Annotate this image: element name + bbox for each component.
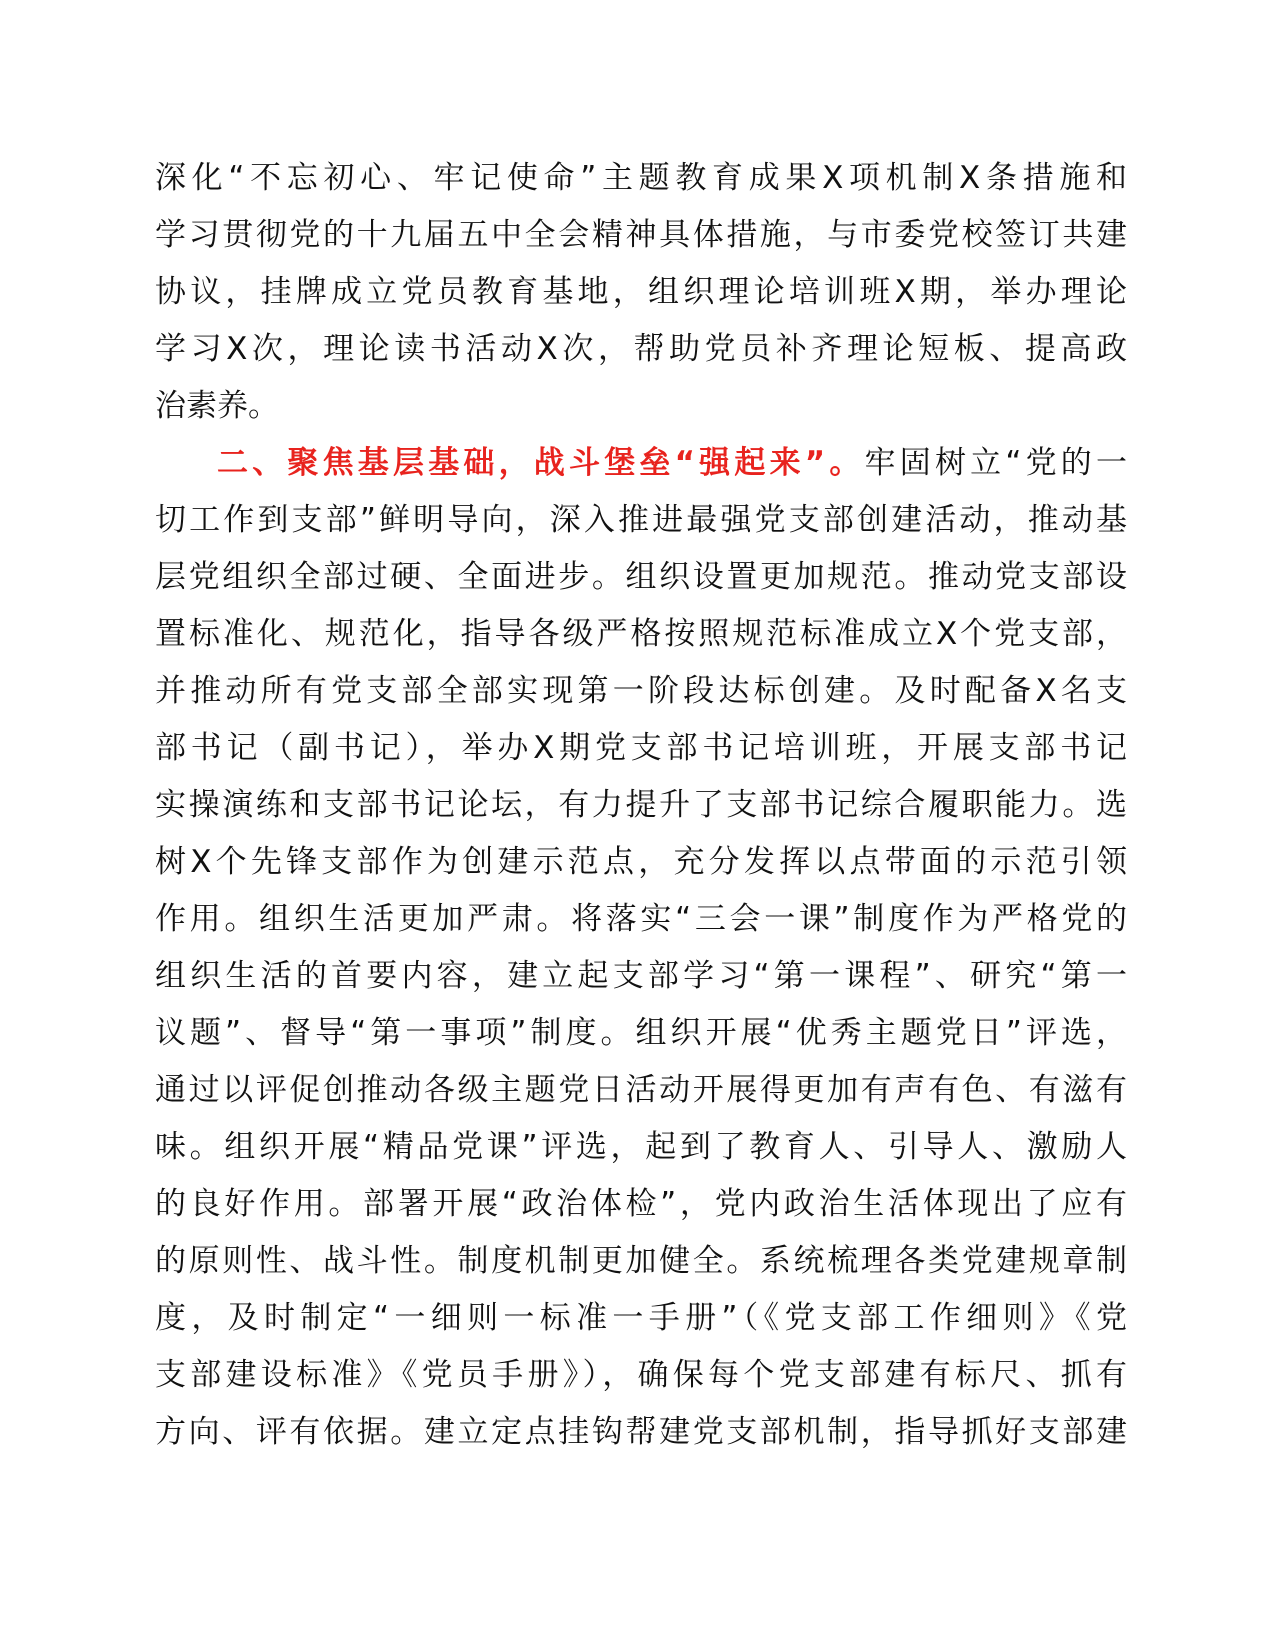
text-line: 切工作到支部”鲜明导向，深入推进最强党支部创建活动，推动基: [155, 502, 1127, 538]
section-heading: 二、聚焦基层基础，战斗堡垒“强起来”。: [217, 445, 865, 481]
section-heading-line: [155, 435, 1127, 492]
text-line: 深化“不忘初心、牢记使命”主题教育成果X项机制X条措施和: [155, 160, 1127, 196]
text-line: 实操演练和支部书记论坛，有力提升了支部书记综合履职能力。选: [155, 787, 1127, 823]
paragraph-1: [155, 150, 1127, 435]
text-line: 组织生活的首要内容，建立起支部学习“第一课程”、研究“第一: [155, 958, 1127, 994]
text-line: 并推动所有党支部全部实现第一阶段达标创建。及时配备X名支: [155, 673, 1127, 709]
text-line: 议题”、督导“第一事项”制度。组织开展“优秀主题党日”评选，: [155, 1015, 1127, 1051]
text-line: 的良好作用。部署开展“政治体检”，党内政治生活体现出了应有: [155, 1186, 1127, 1222]
text-line: 的原则性、战斗性。制度机制更加健全。系统梳理各类党建规章制: [155, 1243, 1127, 1279]
text-line: 置标准化、规范化，指导各级严格按照规范标准成立X个党支部，: [155, 616, 1127, 652]
document-body: [155, 150, 1127, 1461]
text-line: 度，及时制定“一细则一标准一手册”（《党支部工作细则》《党: [155, 1300, 1127, 1336]
text-line: 支部建设标准》《党员手册》），确保每个党支部建有标尺、抓有: [155, 1357, 1127, 1393]
heading-line-text: 牢固树立“党的一: [864, 445, 1128, 481]
text-line: 通过以评促创推动各级主题党日活动开展得更加有声有色、有滋有: [155, 1072, 1127, 1108]
text-line: 树X个先锋支部作为创建示范点，充分发挥以点带面的示范引领: [155, 844, 1127, 880]
text-line: 部书记（副书记），举办X期党支部书记培训班，开展支部书记: [155, 730, 1127, 766]
text-line: 方向、评有依据。建立定点挂钩帮建党支部机制，指导抓好支部建: [155, 1414, 1127, 1450]
text-line: 作用。组织生活更加严肃。将落实“三会一课”制度作为严格党的: [155, 901, 1127, 937]
text-line: 协议，挂牌成立党员教育基地，组织理论培训班X期，举办理论: [155, 274, 1127, 310]
paragraph-2: [155, 435, 1127, 1461]
text-line: 味。组织开展“精品党课”评选，起到了教育人、引导人、激励人: [155, 1129, 1127, 1165]
text-line: 治素养。: [155, 388, 279, 424]
text-line: 学习贯彻党的十九届五中全会精神具体措施，与市委党校签订共建: [155, 217, 1127, 253]
text-line: 层党组织全部过硬、全面进步。组织设置更加规范。推动党支部设: [155, 559, 1127, 595]
text-line: 学习X次，理论读书活动X次，帮助党员补齐理论短板、提高政: [155, 331, 1127, 367]
